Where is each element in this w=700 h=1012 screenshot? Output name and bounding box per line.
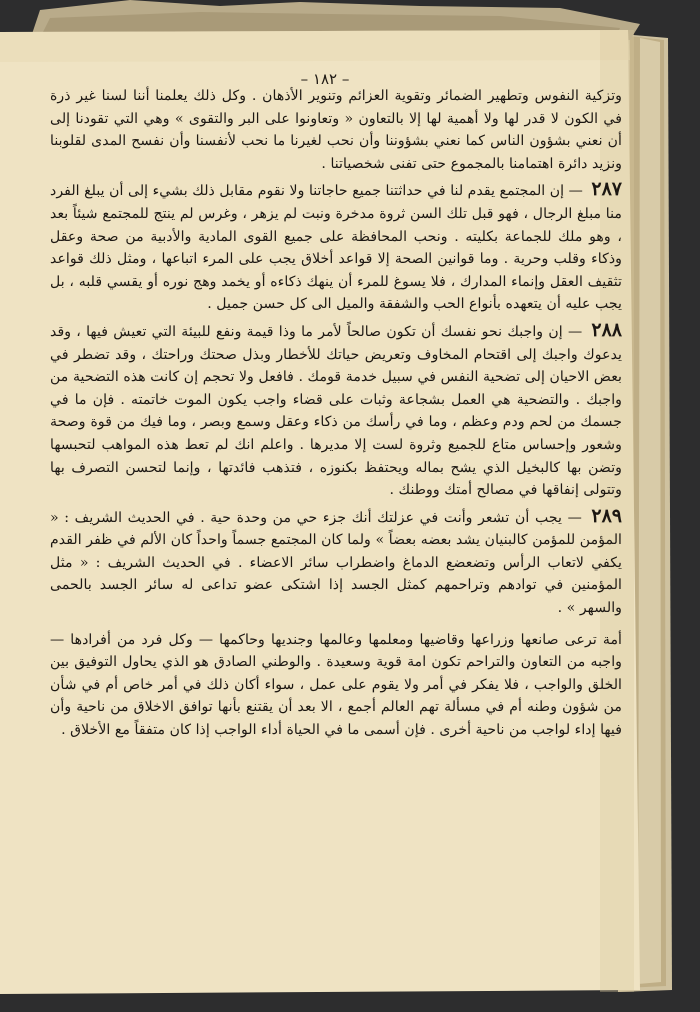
paragraph-intro (50, 85, 622, 175)
paragraph-text: — إن واجبك نحو نفسك أن تكون صالحاً لأمر ما وذا قيمة ونفع للبيئة التي تعيش فيها ، وقد يدعوك واجبك إلى اقتحام المخاوف وتعريض حياتك للأخطار وبذل صحتك وراحتك ، وقد تضطر في بعض الاحيان إلى تضحية النفس في سبيل خدمة قومك . فافعل ولا تحجم إن كانت هذه التضحية من واجبك . والتضحية هي العمل بشجاعة وثبات على قضاء واجب يكون الموت خاتمته . فإن ما في جسمك من لحم ودم وعظم ، وما في رأسك من ذكاء وعقل وسمع وبصر ، وما فيك من قوة وصحة وشعور وإحساس متاع للجميع وثروة لست إلا مديرها . واعلم انك لم تعط هذه المواهب لتحبسها وتضن بها كالبخيل الذي يشح بماله ويحتفظ بكنوزه ، فتذهب فائدتها ، وإنما لتحسن التصرف بها وتتولى إنفاقها في مصالح أمتك ووطنك . (50, 323, 622, 499)
paragraph-closing (50, 629, 622, 742)
paragraph-number: ٢٨٨ (591, 318, 622, 341)
paragraph-287 (50, 178, 622, 316)
paragraph-text: أمة ترعى صانعها وزراعها وقاضيها ومعلمها وعالمها وجنديها وحاكمها — وكل فرد من أفرادها — واجبه من التعاون والتراحم تكون امة قوية وسعيدة . والوطني الصادق هو الذي يحاول التوفيق بين الخلق والواجب ، فلا يفكر في أمر ولا يقوم على عمل ، سواء أكان ذلك في أمر خاص أم في شأن من شؤون وطنه أم في مسألة تهم العالم أجمع ، الا بعد أن يقتنع بأنها توافق الاخلاق من ناحية وأن فيها إداء لواجب من ناحية أخرى . فإن أسمى ما في الحياة أداء الواجب إذا كان متفقاً مع الأخلاق . (50, 631, 622, 739)
paragraph-289 (50, 505, 622, 620)
paragraph-288 (50, 319, 622, 502)
page-number: – ١٨٢ – (300, 70, 350, 88)
page-body (50, 82, 622, 962)
paragraph-text: — يجب أن تشعر وأنت في عزلتك أنك جزء حي من وحدة حية . في الحديث الشريف : « المؤمن للمؤمن كالبنيان يشد بعضه بعضاً » ولما كان المجتمع جسماً واحداً كان الألم في ظفر القدم يكفي لاتعاب الرأس وتضعضع الدماغ واضطراب سائر الاعضاء . في الحديث الشريف : « مثل المؤمنين في توادهم وتراحمهم كمثل الجسد إذا اشتكى عضو تداعى له سائر الجسد بالحمى والسهر » . (50, 509, 622, 617)
paragraph-number: ٢٨٩ (591, 504, 622, 527)
paragraph-text: وتزكية النفوس وتطهير الضمائر وتقوية العزائم وتنوير الأذهان . وكل ذلك يعلمنا أننا لسنا غير ذرة في الكون لا قدر لها ولا أهمية لها إلا بالتعاون « وتعاونوا على البر والتقوى » وهي التي تقودنا إلى أن نعني بشؤون الناس كما نعني بشؤوننا وأن نحب لغيرنا ما نحب لأنفسنا وأن نفسح المدى لقلوبنا ونزيد دائرة اهتمامنا بالمجموع حتى تفنى شخصياتنا . (50, 88, 622, 172)
paragraph-text: — إن المجتمع يقدم لنا في حداثتنا جميع حاجاتنا ولا نقوم مقابل ذلك بشيء إلى أن يبلغ الفرد منا مبلغ الرجال ، فهو قبل تلك السن ثروة مدخرة ونبت لم يزهر ، وغرس لم ينتج للمجتمع شيئاً بعد ، وهو ملك للجماعة بكليته . ونحب المحافظة على جميع القوى المادية والأدبية من صحة وعقل وذكاء وقلب وحرية . وما قوانين الصحة إلا قواعد أخلاق يجب على المرء اتباعها ، ومثل ذلك قواعد تثقيف العقل وإنماء المدارك ، فلا يسوغ للمرء أن ينهك ذكاءه أو يخمد وهج نوره أو يقسي قلبه ، بل يجب عليه أن يتعهده بأنواع الحب والشفقة والميل الى كل حسن جميل . (50, 183, 622, 313)
paragraph-number: ٢٨٧ (591, 178, 622, 201)
